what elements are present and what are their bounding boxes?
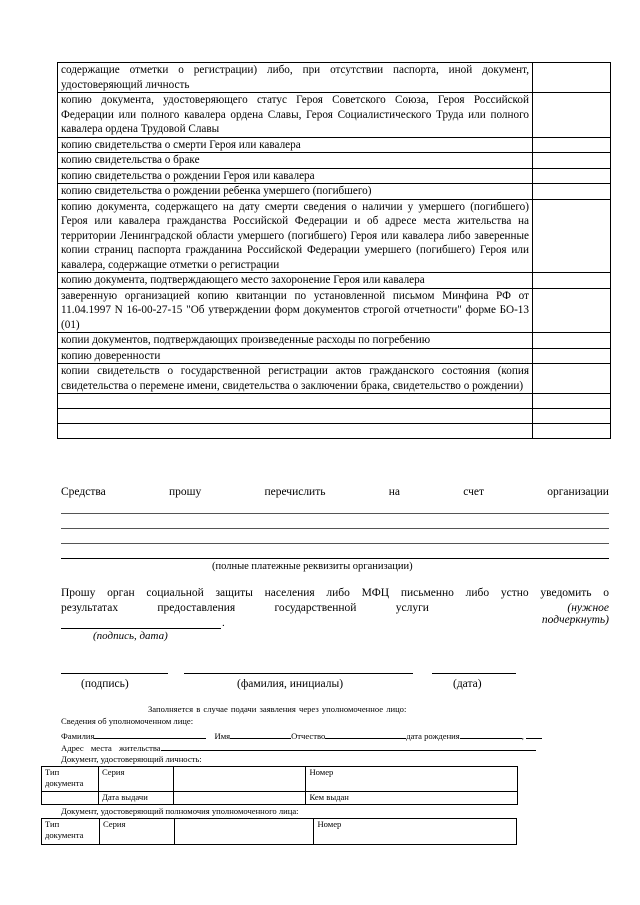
- notify-word: государственной: [274, 602, 357, 614]
- notify-word: Прошу: [61, 587, 96, 599]
- auth-doc-label: Документ, удостоверяющий полномочия уполномоченного лица:: [61, 806, 299, 816]
- document-row-text: копию свидетельства о рождении ребенка умершего (погибшего): [58, 184, 533, 200]
- notify-sign-caption: (подпись, дата): [93, 630, 168, 642]
- document-row: [58, 93, 611, 138]
- auth-number-cell: Номер: [314, 819, 517, 845]
- document-row-mark[interactable]: [533, 93, 611, 138]
- document-row-text: копии документов, подтверждающих произведенные расходы по погребению: [58, 333, 533, 349]
- notify-word: орган: [107, 587, 135, 599]
- notify-line-1: [61, 587, 609, 599]
- document-row: [58, 199, 611, 273]
- document-row: [58, 288, 611, 333]
- document-row-mark[interactable]: [533, 288, 611, 333]
- transfer-word: организации: [547, 486, 609, 498]
- document-row-mark[interactable]: [533, 137, 611, 153]
- notify-word: либо: [326, 587, 350, 599]
- document-row-mark[interactable]: [533, 63, 611, 93]
- id-doc-type-cell: Тип документа: [42, 767, 99, 792]
- document-row: [58, 273, 611, 289]
- name-line: [184, 673, 413, 674]
- document-row-text: копию документа, подтверждающего место захоронение Героя или кавалера: [58, 273, 533, 289]
- document-row-mark[interactable]: [533, 153, 611, 169]
- document-row-text: копию свидетельства о браке: [58, 153, 533, 169]
- requisites-line-1: [61, 513, 609, 514]
- notify-word: устно: [500, 587, 529, 599]
- document-row-text: копию свидетельства о рождении Героя или кавалера: [58, 168, 533, 184]
- document-row: [58, 153, 611, 169]
- address-field[interactable]: [161, 741, 536, 751]
- proxy-address-row: [61, 741, 571, 754]
- document-row-mark[interactable]: [533, 199, 611, 273]
- document-row-text: заверенную организацией копию квитанции по установленной письмом Минфина РФ от 11.04.1997 N 16-00-27-15 "Об утверждении форм документов строгой отчетности" форме БО-13 (01): [58, 288, 533, 333]
- notify-choice-hint: (нужное подчеркнуть): [541, 602, 609, 626]
- transfer-word: Средства: [61, 486, 106, 498]
- signature-line: [61, 673, 168, 674]
- document-row: [58, 137, 611, 153]
- id-number-cell: Номер: [306, 767, 364, 792]
- document-row-text: копию документа, удостоверяющего статус Героя Советского Союза, Героя Российской Федерации или полного кавалера ордена Славы, Героя Социалистического Труда или полного кавалера ордена Трудовой Славы: [58, 93, 533, 138]
- transfer-word: счет: [463, 486, 484, 498]
- empty-row: [58, 409, 611, 424]
- notify-word: предоставления: [157, 602, 236, 614]
- signature-caption: (подпись): [81, 678, 129, 690]
- empty-row-mark[interactable]: [533, 394, 611, 409]
- document-row-mark[interactable]: [533, 333, 611, 349]
- notify-word: населения: [264, 587, 315, 599]
- empty-row-mark[interactable]: [533, 424, 611, 439]
- id-issued-by-cell: Кем выдан: [306, 792, 364, 805]
- birth-date-label: дата рождения: [406, 731, 460, 741]
- document-row-mark[interactable]: [533, 364, 611, 394]
- date-line: [432, 673, 516, 674]
- birth-year-field[interactable]: [526, 729, 542, 739]
- empty-row-text[interactable]: [58, 394, 533, 409]
- requisites-line-4: [61, 558, 609, 559]
- empty-row: [58, 424, 611, 439]
- notify-word: о: [603, 587, 609, 599]
- notify-sign-line: [61, 628, 221, 629]
- date-caption: (дата): [453, 678, 482, 690]
- document-row: [58, 333, 611, 349]
- empty-row-text[interactable]: [58, 424, 533, 439]
- name-caption: (фамилия, инициалы): [237, 678, 344, 690]
- id-doc-table: [41, 766, 518, 805]
- document-row-text: копию доверенности: [58, 348, 533, 364]
- notify-word: уведомить: [540, 587, 592, 599]
- documents-table: [57, 62, 611, 439]
- first-name-label: Имя: [214, 731, 231, 741]
- requisites-caption: (полные платежные реквизиты организации): [212, 561, 413, 572]
- id-series-cell: Серия: [98, 767, 173, 792]
- notify-word: защиты: [215, 587, 253, 599]
- notify-word: социальной: [146, 587, 204, 599]
- patronymic-label: Отчество: [291, 731, 326, 741]
- document-row-mark[interactable]: [533, 273, 611, 289]
- notify-word: услуги: [395, 602, 429, 614]
- auth-series-cell: Серия: [99, 819, 174, 845]
- document-row-text: содержащие отметки о регистрации) либо, при отсутствии паспорта, иной документ, удостоверяющий личность: [58, 63, 533, 93]
- first-name-field[interactable]: [230, 729, 291, 739]
- empty-row: [58, 394, 611, 409]
- patronymic-field[interactable]: [325, 729, 406, 739]
- document-row-text: копию документа, содержащего на дату смерти сведения о наличии у умершего (погибшего) Героя или кавалера гражданства Российской Федерации и об адресе места жительства на территории Ленинградской области умершего (погибшего) Героя или кавалера либо заверенные копии страниц паспорта гражданина Российской Федерации умершего (погибшего) Героя или кавалера, содержащие отметки о регистрации: [58, 199, 533, 273]
- auth-doc-table: [41, 818, 517, 845]
- notify-dot: .: [222, 617, 225, 629]
- document-row: [58, 184, 611, 200]
- transfer-request-line: [61, 486, 609, 498]
- document-row-text: копию свидетельства о смерти Героя или кавалера: [58, 137, 533, 153]
- id-issue-date-value[interactable]: [173, 792, 306, 805]
- auth-series-value[interactable]: [174, 819, 314, 845]
- proxy-info-label: Сведения об уполномоченном лице:: [61, 716, 194, 726]
- empty-row-mark[interactable]: [533, 409, 611, 424]
- id-doc-label: Документ, удостоверяющий личность:: [61, 754, 202, 764]
- notify-line-2: [61, 602, 609, 626]
- surname-field[interactable]: [94, 729, 206, 739]
- notify-word: письменно: [400, 587, 454, 599]
- id-series-value[interactable]: [173, 767, 306, 792]
- document-row: [58, 63, 611, 93]
- document-row-mark[interactable]: [533, 348, 611, 364]
- document-row: [58, 168, 611, 184]
- requisites-line-3: [61, 543, 609, 544]
- proxy-heading: Заполняется в случае подачи заявления через уполномоченное лицо:: [148, 704, 407, 714]
- transfer-word: на: [388, 486, 400, 498]
- notify-word: либо: [465, 587, 490, 599]
- proxy-name-row: Фамилия Имя Отчество дата рождения ,: [61, 729, 596, 742]
- auth-doc-type-cell: Тип документа: [42, 819, 100, 845]
- transfer-word: перечислить: [264, 486, 326, 498]
- surname-label: Фамилия: [61, 731, 95, 741]
- document-row-mark[interactable]: [533, 184, 611, 200]
- document-row: [58, 348, 611, 364]
- address-label: Адрес места жительства: [61, 743, 161, 753]
- document-row: [58, 364, 611, 394]
- notify-word: МФЦ: [361, 587, 390, 599]
- birth-date-field[interactable]: [460, 729, 522, 739]
- id-issued-by-value[interactable]: [364, 792, 518, 805]
- id-number-value[interactable]: [364, 767, 518, 792]
- notify-word: результатах: [61, 602, 119, 614]
- id-empty-cell: [42, 792, 99, 805]
- requisites-line-2: [61, 528, 609, 529]
- id-issue-date-cell: Дата выдачи: [98, 792, 173, 805]
- transfer-word: прошу: [168, 486, 202, 498]
- document-row-mark[interactable]: [533, 168, 611, 184]
- empty-row-text[interactable]: [58, 409, 533, 424]
- document-row-text: копии свидетельств о государственной регистрации актов гражданского состояния (копия свидетельства о перемене имени, свидетельства о заключении брака, свидетельство о рождении): [58, 364, 533, 394]
